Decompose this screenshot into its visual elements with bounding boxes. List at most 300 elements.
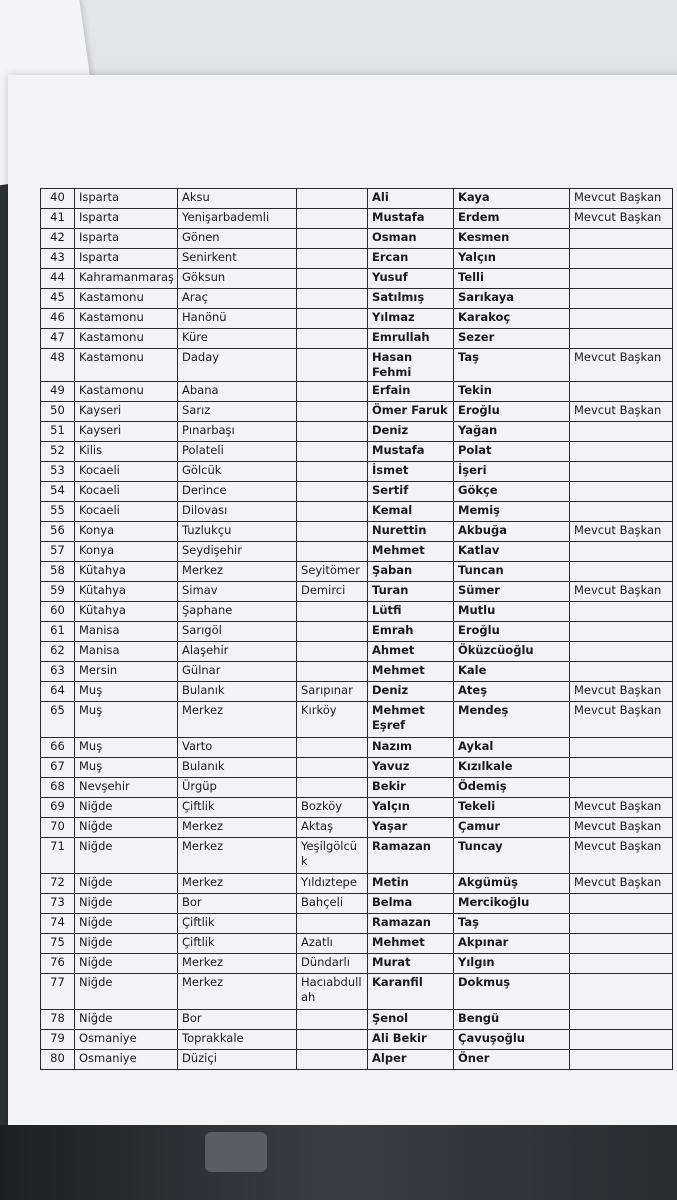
row-number: 50 <box>41 402 75 422</box>
district-cell: Ürgüp <box>178 778 297 798</box>
row-number: 52 <box>41 442 75 462</box>
status-cell <box>570 269 673 289</box>
last-name-cell: Çavuşoğlu <box>454 1030 570 1050</box>
status-cell: Mevcut Başkan <box>570 582 673 602</box>
district-cell: Tuzlukçu <box>178 522 297 542</box>
village-cell <box>297 522 368 542</box>
first-name-cell: Bekir <box>368 778 454 798</box>
village-cell: Dündarlı <box>297 954 368 974</box>
district-cell: Sarıgöl <box>178 622 297 642</box>
district-cell: Aksu <box>178 189 297 209</box>
status-cell <box>570 1030 673 1050</box>
district-cell: Bulanık <box>178 682 297 702</box>
district-cell: Dilovası <box>178 502 297 522</box>
province-cell: Isparta <box>75 229 178 249</box>
district-cell: Merkez <box>178 974 297 1010</box>
village-cell <box>297 462 368 482</box>
status-cell <box>570 462 673 482</box>
last-name-cell: Erdem <box>454 209 570 229</box>
village-cell: Aktaş <box>297 818 368 838</box>
first-name-cell: Belma <box>368 894 454 914</box>
row-number: 80 <box>41 1050 75 1070</box>
status-cell <box>570 329 673 349</box>
province-cell: Niğde <box>75 914 178 934</box>
last-name-cell: Polat <box>454 442 570 462</box>
row-number: 78 <box>41 1010 75 1030</box>
row-number: 48 <box>41 349 75 382</box>
row-number: 46 <box>41 309 75 329</box>
district-cell: Daday <box>178 349 297 382</box>
status-cell: Mevcut Başkan <box>570 189 673 209</box>
table-row <box>41 1050 673 1070</box>
row-number: 41 <box>41 209 75 229</box>
first-name-cell: Emrullah <box>368 329 454 349</box>
first-name-cell: Sertif <box>368 482 454 502</box>
province-cell: Konya <box>75 542 178 562</box>
last-name-cell: Yalçın <box>454 249 570 269</box>
village-cell <box>297 1050 368 1070</box>
district-cell: Düziçi <box>178 1050 297 1070</box>
first-name-cell: Nurettin <box>368 522 454 542</box>
status-cell <box>570 914 673 934</box>
row-number: 56 <box>41 522 75 542</box>
first-name-cell: Turan <box>368 582 454 602</box>
province-cell: Niğde <box>75 974 178 1010</box>
table-row <box>41 702 673 738</box>
row-number: 70 <box>41 818 75 838</box>
table-row <box>41 522 673 542</box>
first-name-cell: Ali Bekir <box>368 1030 454 1050</box>
binder-clip <box>205 1132 267 1172</box>
district-cell: Toprakkale <box>178 1030 297 1050</box>
village-cell <box>297 602 368 622</box>
table-row <box>41 954 673 974</box>
table-row <box>41 422 673 442</box>
village-cell <box>297 482 368 502</box>
village-cell <box>297 422 368 442</box>
candidate-table-body <box>41 189 673 1070</box>
row-number: 63 <box>41 662 75 682</box>
village-cell <box>297 269 368 289</box>
row-number: 40 <box>41 189 75 209</box>
last-name-cell: Kaya <box>454 189 570 209</box>
last-name-cell: Tuncay <box>454 838 570 874</box>
first-name-cell: Karanfil <box>368 974 454 1010</box>
last-name-cell: Karakoç <box>454 309 570 329</box>
table-row <box>41 914 673 934</box>
status-cell <box>570 642 673 662</box>
first-name-cell: Şenol <box>368 1010 454 1030</box>
district-cell: Merkez <box>178 874 297 894</box>
row-number: 57 <box>41 542 75 562</box>
first-name-cell: Alper <box>368 1050 454 1070</box>
village-cell <box>297 309 368 329</box>
village-cell <box>297 442 368 462</box>
row-number: 54 <box>41 482 75 502</box>
district-cell: Küre <box>178 329 297 349</box>
village-cell: Sarıpınar <box>297 682 368 702</box>
last-name-cell: Telli <box>454 269 570 289</box>
row-number: 45 <box>41 289 75 309</box>
province-cell: Niğde <box>75 954 178 974</box>
district-cell: Merkez <box>178 818 297 838</box>
province-cell: Niğde <box>75 798 178 818</box>
first-name-cell: Metin <box>368 874 454 894</box>
village-cell: Kırköy <box>297 702 368 738</box>
table-row <box>41 382 673 402</box>
status-cell: Mevcut Başkan <box>570 818 673 838</box>
row-number: 49 <box>41 382 75 402</box>
district-cell: Bor <box>178 894 297 914</box>
district-cell: Bor <box>178 1010 297 1030</box>
last-name-cell: Yılgın <box>454 954 570 974</box>
row-number: 42 <box>41 229 75 249</box>
status-cell <box>570 602 673 622</box>
table-row <box>41 894 673 914</box>
village-cell <box>297 502 368 522</box>
status-cell <box>570 562 673 582</box>
province-cell: Kocaeli <box>75 482 178 502</box>
table-row <box>41 874 673 894</box>
province-cell: Isparta <box>75 189 178 209</box>
province-cell: Kayseri <box>75 402 178 422</box>
row-number: 65 <box>41 702 75 738</box>
table-row <box>41 738 673 758</box>
last-name-cell: Yağan <box>454 422 570 442</box>
last-name-cell: Ateş <box>454 682 570 702</box>
last-name-cell: Memiş <box>454 502 570 522</box>
row-number: 59 <box>41 582 75 602</box>
district-cell: Hanönü <box>178 309 297 329</box>
last-name-cell: Sümer <box>454 582 570 602</box>
province-cell: Kocaeli <box>75 462 178 482</box>
status-cell <box>570 974 673 1010</box>
status-cell: Mevcut Başkan <box>570 209 673 229</box>
district-cell: Merkez <box>178 954 297 974</box>
first-name-cell: Lütfi <box>368 602 454 622</box>
table-row <box>41 974 673 1010</box>
table-row <box>41 329 673 349</box>
province-cell: Manisa <box>75 642 178 662</box>
table-row <box>41 442 673 462</box>
last-name-cell: Tekin <box>454 382 570 402</box>
status-cell <box>570 934 673 954</box>
row-number: 66 <box>41 738 75 758</box>
last-name-cell: Kale <box>454 662 570 682</box>
last-name-cell: Öküzcüoğlu <box>454 642 570 662</box>
status-cell: Mevcut Başkan <box>570 838 673 874</box>
row-number: 72 <box>41 874 75 894</box>
district-cell: Çiftlik <box>178 934 297 954</box>
table-row <box>41 309 673 329</box>
row-number: 69 <box>41 798 75 818</box>
village-cell <box>297 914 368 934</box>
province-cell: Niğde <box>75 934 178 954</box>
first-name-cell: Mehmet <box>368 662 454 682</box>
status-cell: Mevcut Başkan <box>570 874 673 894</box>
village-cell: Bahçeli <box>297 894 368 914</box>
table-row <box>41 838 673 874</box>
province-cell: Kütahya <box>75 582 178 602</box>
first-name-cell: Mehmet <box>368 934 454 954</box>
status-cell <box>570 502 673 522</box>
first-name-cell: Ali <box>368 189 454 209</box>
province-cell: Muş <box>75 702 178 738</box>
first-name-cell: Şaban <box>368 562 454 582</box>
table-row <box>41 229 673 249</box>
row-number: 71 <box>41 838 75 874</box>
first-name-cell: Deniz <box>368 422 454 442</box>
table-row <box>41 1010 673 1030</box>
first-name-cell: Satılmış <box>368 289 454 309</box>
last-name-cell: Mercikoğlu <box>454 894 570 914</box>
district-cell: Derince <box>178 482 297 502</box>
last-name-cell: Kızılkale <box>454 758 570 778</box>
status-cell <box>570 738 673 758</box>
row-number: 73 <box>41 894 75 914</box>
village-cell: Yeşilgölcük <box>297 838 368 874</box>
last-name-cell: Tekeli <box>454 798 570 818</box>
table-row <box>41 289 673 309</box>
province-cell: Kastamonu <box>75 329 178 349</box>
row-number: 60 <box>41 602 75 622</box>
province-cell: Niğde <box>75 818 178 838</box>
district-cell: Gülnar <box>178 662 297 682</box>
district-cell: Çiftlik <box>178 914 297 934</box>
province-cell: Muş <box>75 758 178 778</box>
first-name-cell: Mustafa <box>368 209 454 229</box>
row-number: 62 <box>41 642 75 662</box>
first-name-cell: Emrah <box>368 622 454 642</box>
last-name-cell: Katlav <box>454 542 570 562</box>
last-name-cell: Mutlu <box>454 602 570 622</box>
first-name-cell: Yusuf <box>368 269 454 289</box>
district-cell: Polateli <box>178 442 297 462</box>
row-number: 51 <box>41 422 75 442</box>
village-cell <box>297 642 368 662</box>
first-name-cell: Yalçın <box>368 798 454 818</box>
village-cell <box>297 778 368 798</box>
district-cell: Simav <box>178 582 297 602</box>
village-cell: Hacıabdullah <box>297 974 368 1010</box>
province-cell: Kastamonu <box>75 289 178 309</box>
table-row <box>41 798 673 818</box>
row-number: 77 <box>41 974 75 1010</box>
status-cell <box>570 758 673 778</box>
row-number: 47 <box>41 329 75 349</box>
province-cell: Kastamonu <box>75 349 178 382</box>
status-cell: Mevcut Başkan <box>570 702 673 738</box>
village-cell <box>297 329 368 349</box>
table-row <box>41 349 673 382</box>
district-cell: Merkez <box>178 702 297 738</box>
table-row <box>41 562 673 582</box>
province-cell: Muş <box>75 738 178 758</box>
status-cell <box>570 422 673 442</box>
province-cell: Kocaeli <box>75 502 178 522</box>
table-row <box>41 502 673 522</box>
first-name-cell: Nazım <box>368 738 454 758</box>
status-cell <box>570 954 673 974</box>
status-cell <box>570 622 673 642</box>
status-cell <box>570 382 673 402</box>
last-name-cell: Taş <box>454 349 570 382</box>
table-row <box>41 602 673 622</box>
district-cell: Göksun <box>178 269 297 289</box>
village-cell <box>297 289 368 309</box>
table-row <box>41 249 673 269</box>
last-name-cell: Çamur <box>454 818 570 838</box>
table-row <box>41 1030 673 1050</box>
status-cell: Mevcut Başkan <box>570 522 673 542</box>
last-name-cell: Akbuğa <box>454 522 570 542</box>
last-name-cell: Kesmen <box>454 229 570 249</box>
last-name-cell: Eroğlu <box>454 402 570 422</box>
province-cell: Kastamonu <box>75 382 178 402</box>
district-cell: Merkez <box>178 562 297 582</box>
province-cell: Kilis <box>75 442 178 462</box>
desk-surface <box>0 1125 677 1200</box>
table-row <box>41 622 673 642</box>
province-cell: Niğde <box>75 838 178 874</box>
first-name-cell: Ercan <box>368 249 454 269</box>
table-row <box>41 758 673 778</box>
province-cell: Kütahya <box>75 602 178 622</box>
village-cell <box>297 758 368 778</box>
status-cell <box>570 1050 673 1070</box>
table-row <box>41 642 673 662</box>
first-name-cell: Yaşar <box>368 818 454 838</box>
row-number: 58 <box>41 562 75 582</box>
district-cell: Pınarbaşı <box>178 422 297 442</box>
row-number: 43 <box>41 249 75 269</box>
last-name-cell: Bengü <box>454 1010 570 1030</box>
row-number: 44 <box>41 269 75 289</box>
status-cell <box>570 249 673 269</box>
province-cell: Niğde <box>75 874 178 894</box>
district-cell: Şaphane <box>178 602 297 622</box>
table-row <box>41 682 673 702</box>
last-name-cell: Eroğlu <box>454 622 570 642</box>
first-name-cell: Mustafa <box>368 442 454 462</box>
row-number: 53 <box>41 462 75 482</box>
first-name-cell: Ahmet <box>368 642 454 662</box>
row-number: 64 <box>41 682 75 702</box>
last-name-cell: Öner <box>454 1050 570 1070</box>
table-row <box>41 542 673 562</box>
last-name-cell: İşeri <box>454 462 570 482</box>
status-cell: Mevcut Başkan <box>570 349 673 382</box>
village-cell <box>297 189 368 209</box>
row-number: 61 <box>41 622 75 642</box>
first-name-cell: Mehmet Eşref <box>368 702 454 738</box>
province-cell: Osmaniye <box>75 1050 178 1070</box>
row-number: 67 <box>41 758 75 778</box>
first-name-cell: Erfain <box>368 382 454 402</box>
last-name-cell: Taş <box>454 914 570 934</box>
village-cell: Demirci <box>297 582 368 602</box>
province-cell: Osmaniye <box>75 1030 178 1050</box>
status-cell: Mevcut Başkan <box>570 682 673 702</box>
province-cell: Niğde <box>75 894 178 914</box>
province-cell: Manisa <box>75 622 178 642</box>
status-cell <box>570 1010 673 1030</box>
district-cell: Varto <box>178 738 297 758</box>
status-cell <box>570 778 673 798</box>
row-number: 76 <box>41 954 75 974</box>
table-row <box>41 209 673 229</box>
status-cell <box>570 894 673 914</box>
last-name-cell: Sezer <box>454 329 570 349</box>
village-cell: Yıldıztepe <box>297 874 368 894</box>
district-cell: Yenişarbademli <box>178 209 297 229</box>
district-cell: Çiftlik <box>178 798 297 818</box>
province-cell: Kastamonu <box>75 309 178 329</box>
last-name-cell: Sarıkaya <box>454 289 570 309</box>
first-name-cell: Yavuz <box>368 758 454 778</box>
status-cell <box>570 309 673 329</box>
village-cell <box>297 249 368 269</box>
last-name-cell: Aykal <box>454 738 570 758</box>
province-cell: Nevşehir <box>75 778 178 798</box>
last-name-cell: Dokmuş <box>454 974 570 1010</box>
village-cell <box>297 542 368 562</box>
first-name-cell: Deniz <box>368 682 454 702</box>
status-cell: Mevcut Başkan <box>570 402 673 422</box>
row-number: 75 <box>41 934 75 954</box>
province-cell: Muş <box>75 682 178 702</box>
village-cell <box>297 229 368 249</box>
table-row <box>41 662 673 682</box>
table-row <box>41 462 673 482</box>
first-name-cell: İsmet <box>368 462 454 482</box>
province-cell: Isparta <box>75 249 178 269</box>
province-cell: Kayseri <box>75 422 178 442</box>
village-cell <box>297 209 368 229</box>
district-cell: Bulanık <box>178 758 297 778</box>
row-number: 68 <box>41 778 75 798</box>
district-cell: Sarız <box>178 402 297 422</box>
first-name-cell: Hasan Fehmi <box>368 349 454 382</box>
district-cell: Senirkent <box>178 249 297 269</box>
status-cell <box>570 442 673 462</box>
last-name-cell: Akpınar <box>454 934 570 954</box>
last-name-cell: Akgümüş <box>454 874 570 894</box>
row-number: 55 <box>41 502 75 522</box>
village-cell <box>297 622 368 642</box>
first-name-cell: Ramazan <box>368 914 454 934</box>
province-cell: Kütahya <box>75 562 178 582</box>
village-cell <box>297 662 368 682</box>
village-cell: Seyitömer <box>297 562 368 582</box>
last-name-cell: Ödemiş <box>454 778 570 798</box>
table-row <box>41 582 673 602</box>
first-name-cell: Ömer Faruk <box>368 402 454 422</box>
district-cell: Gölcük <box>178 462 297 482</box>
status-cell <box>570 662 673 682</box>
candidate-table <box>40 188 673 1070</box>
first-name-cell: Murat <box>368 954 454 974</box>
province-cell: Niğde <box>75 1010 178 1030</box>
district-cell: Merkez <box>178 838 297 874</box>
district-cell: Gönen <box>178 229 297 249</box>
status-cell <box>570 542 673 562</box>
last-name-cell: Gökçe <box>454 482 570 502</box>
village-cell: Azatlı <box>297 934 368 954</box>
table-row <box>41 778 673 798</box>
row-number: 74 <box>41 914 75 934</box>
status-cell: Mevcut Başkan <box>570 798 673 818</box>
